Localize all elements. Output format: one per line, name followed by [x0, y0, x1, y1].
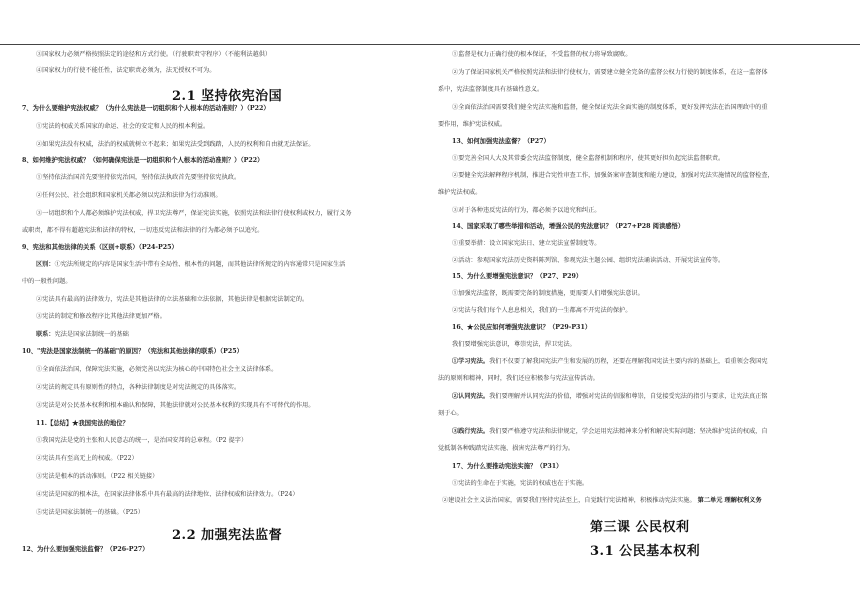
text-line: ②如果宪法没有权威，法治的权威就树立不起来；如果宪法受到践踏，人民的权利和自由就无法保证。 — [36, 141, 315, 148]
label: 联系： — [36, 331, 55, 338]
text-line: ④国家权力的行使不能任性，法定职责必须为，法无授权不可为。 — [36, 67, 216, 74]
text-span: 我们要严格遵守宪法和法律规定，学会运用宪法精神来分析和解决实际问题；坚决维护宪法的权威，自 — [489, 428, 768, 435]
text-line: ①宪法的权威关系国家的命运、社会的安定和人民的根本利益。 — [36, 123, 210, 130]
text-line: ①坚持依法治国首先要坚持依宪治国，坚持依法执政首先要坚持依宪执政。 — [36, 174, 241, 181]
text-line: ①重要举措：设立国家宪法日、建立宪法宣誓制度等。 — [452, 240, 601, 247]
text-span: ①宪法所规定的内容是国家生活中带有全局性、根本性的问题，而其他法律所规定的内容通常只是国家生活 — [54, 261, 346, 268]
label: 区别： — [36, 261, 55, 268]
question-heading: 16、★公民应如何增强宪法意识？（P29-P31） — [452, 324, 592, 331]
text-line: ③宪法的制定和修改程序比其他法律更加严格。 — [36, 313, 166, 320]
text-span: 我们不仅要了解我国宪法产生和发展的历程，还要在理解我国宪法主要内容的基础上，看重领会我国宪 — [489, 358, 768, 365]
text-line: ②宪法的规定具有原则性的特点，各种法律制度是对宪法规定的具体落实。 — [36, 384, 241, 391]
section-heading: 2.1 坚持依宪治国 — [172, 89, 283, 104]
text-line: ③一切组织和个人都必须维护宪法权威，捍卫宪法尊严，保证宪法实施，依照宪法和法律行使权利或权力，履行义务 — [36, 210, 352, 217]
text-line: ②宪法具有至高无上的权威。（P22） — [36, 455, 138, 462]
text-line — [22, 330, 129, 339]
text-line: 要作用，维护宪法权威。 — [438, 121, 507, 128]
question-heading: 9、宪法和其他法律的关系（区别+联系）（P24-P25） — [22, 244, 178, 251]
text-line: ①监督是权力正确行使的根本保证，不受监督的权力将导致腐败。 — [452, 51, 632, 58]
label: ②认同宪法。 — [452, 393, 490, 400]
question-heading: 10、"宪法是国家法制统一的基础"的原因？（宪法和其他法律的联系）（P25） — [22, 348, 243, 355]
question-heading: 17、为什么要推动宪法实施？（P31） — [452, 463, 563, 470]
label: ③践行宪法。 — [452, 428, 490, 435]
text-line: ②为了保证国家机关严格按照宪法和法律行使权力，需要建立健全完备的监督公权力行使的制度体系，在这一监督体 — [452, 69, 768, 76]
text-line: ②宪法与我们每个人息息相关，我们的一生都离不开宪法的保护。 — [452, 307, 632, 314]
text-line: ③宪法是根本的活动准则。（P22 相关链接） — [36, 473, 159, 480]
question-heading: 7、为什么要维护宪法权威？（为什么宪法是一切组织和个人根本的活动准则？）（P22） — [22, 105, 270, 112]
label: ①学习宪法。 — [452, 358, 490, 365]
section-heading: 2.2 加强宪法监督 — [172, 528, 283, 543]
unit-label: 第二单元 理解权利义务 — [697, 497, 762, 504]
text-line: 法的原则和精神，同时，我们还应积极参与宪法宣传活动。 — [438, 375, 599, 382]
text-line: 系中，宪法监督制度具有基础性意义。 — [438, 86, 544, 93]
text-line: ②活动：参观国家宪法历史资料陈列馆、参观宪法主题公园、组织宪法诵读活动、开展宪法宣传等。 — [452, 257, 725, 264]
text-line — [438, 392, 768, 401]
text-line: 中的一般性问题。 — [22, 278, 72, 285]
text-line: ③全面依法治国需要我们健全宪法实施和监督，健全保证宪法全面实施的制度体系，更好发挥宪法在治国理政中的重 — [452, 104, 768, 111]
text-line: 刻于心。 — [438, 410, 463, 417]
question-heading: 13、如何加强宪法监督？（P27） — [452, 138, 550, 145]
text-line: ①全面依法治国，保障宪法实施，必须完善以宪法为核心的中国特色社会主义法律体系。 — [36, 366, 278, 373]
text-line — [22, 260, 345, 269]
question-heading: 11.【总结】★我国宪法的地位？ — [36, 420, 129, 427]
text-line: ①宪法的生命在于实施，宪法的权威也在于实施。 — [452, 480, 589, 487]
text-line: ④宪法是国家的根本法，在国家法律体系中具有最高的法律地位、法律权威和法律效力。（P24） — [36, 491, 299, 498]
text-line: ③宪法是对公民基本权利和根本确认和保障，其他法律就对公民基本权利的实现具有不可替代的作用。 — [36, 402, 315, 409]
text-span: ②建设社会主义法治国家，需要我们坚持宪法至上，自觉践行宪法精神，积极推动宪法实施。 — [442, 497, 696, 504]
text-line: ②宪法具有最高的法律效力，宪法是其他法律的立法基础和立法依据，其他法律是根据宪法制定的。 — [36, 296, 309, 303]
text-line: ⑤宪法是国家法制统一的基础。（P25） — [36, 509, 144, 516]
text-line: 我们要增强宪法意识，尊崇宪法，捍卫宪法。 — [452, 341, 576, 348]
text-line — [438, 427, 768, 436]
text-line: ①加强宪法监督，既需要完备的制度措施，更需要人们增强宪法意识。 — [452, 290, 644, 297]
text-span: 宪法是国家法制统一的基础 — [54, 331, 129, 338]
text-span: 我们要理解并认同宪法的价值，增强对宪法的信服和尊崇，自觉接受宪法的指引与要求，让宪法真正铭 — [489, 393, 768, 400]
text-line — [438, 496, 762, 505]
text-line: 维护宪法权威。 — [438, 189, 482, 196]
section-heading: 3.1 公民基本权利 — [590, 544, 701, 559]
text-line — [438, 357, 768, 366]
text-line: 或职责，都不得有超越宪法和法律的特权，一切违反宪法和法律的行为都必须予以追究。 — [22, 227, 264, 234]
question-heading: 15、为什么要增强宪法意识？（P27、P29） — [452, 273, 583, 280]
text-line: ②任何公民、社会组织和国家机关都必须以宪法和法律为行动准则。 — [36, 192, 222, 199]
text-line: ①要完善全国人大及其常委会宪法监督制度，健全监督机制和程序，使其更好担负起宪法监督职责。 — [452, 155, 725, 162]
question-heading: 8、如何维护宪法权威？（如何确保宪法是一切组织和个人根本的活动准则？）（P22） — [22, 157, 264, 164]
header-rule — [0, 44, 860, 45]
text-line: ③国家权力必须严格按照法定的途径和方式行使。（行驶职责守程序）（不能利法越供） — [36, 51, 272, 58]
text-line: 觉抵制各种践踏宪法实施、损害宪法尊严的行为。 — [438, 445, 575, 452]
lesson-title: 第三课 公民权利 — [590, 520, 690, 535]
question-heading: 12、为什么要加强宪法监督？（P26-P27） — [22, 546, 149, 553]
text-line: ②要健全宪法解释程序机制，推进合宪性审查工作，加强备案审查制度和能力建设，加强对宪法实施情况的监督检查， — [452, 172, 774, 179]
question-heading: 14、国家采取了哪些举措和活动，增强公民的宪法意识？（P27+P28 阅读感悟） — [452, 223, 685, 230]
text-line: ①我国宪法是党的主张和人民意志的统一，是治国安邦的总章程。（P2 提字） — [36, 437, 248, 444]
text-line: ③对于各种违反宪法的行为，都必须予以追究和纠正。 — [452, 207, 601, 214]
